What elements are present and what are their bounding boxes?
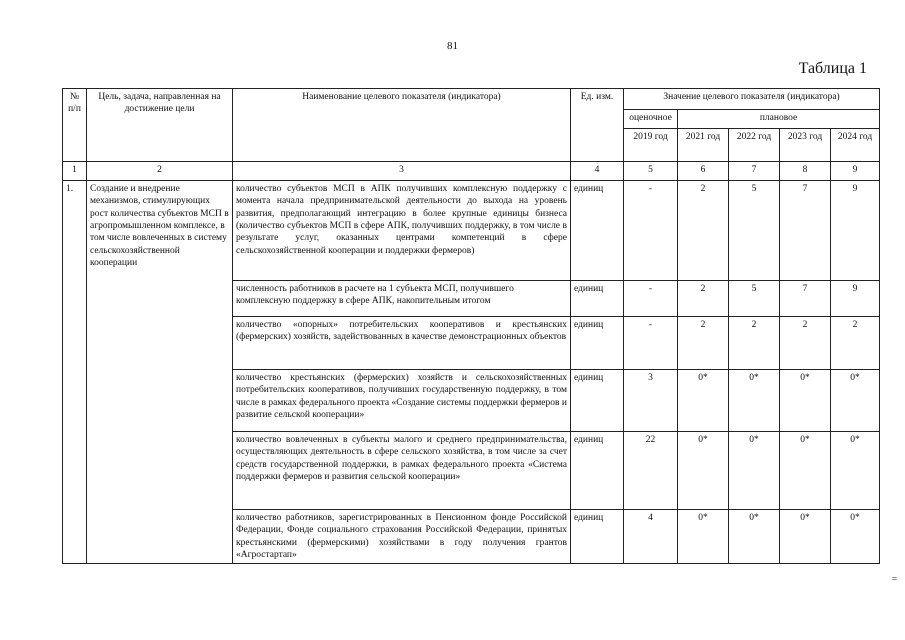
value-cell: 0* xyxy=(729,370,780,432)
column-number: 1 xyxy=(63,162,87,181)
value-cell: 7 xyxy=(780,281,831,317)
indicator-name: количество субъектов МСП в АПК получивших комплексную поддержку с момента начала предпринимательской деятельности до выхода на уровень развития, предполагающий интеграцию в более крупные единицы бизнеса (количество субъектов МСП в сфере АПК, получивших поддержку, в том числе в результате услуг, оказанных центрами компетенций в сфере сельскохозяйственной кооперации и поддержки фермеров) xyxy=(233,181,571,281)
unit-cell: единиц xyxy=(571,281,624,317)
header-planned: плановое xyxy=(678,110,880,129)
header-value: Значение целевого показателя (индикатора) xyxy=(624,89,880,110)
unit-cell: единиц xyxy=(571,432,624,510)
value-cell: 9 xyxy=(831,181,880,281)
column-number: 4 xyxy=(571,162,624,181)
value-cell: 5 xyxy=(729,181,780,281)
value-cell: 0* xyxy=(729,510,780,564)
value-cell: 2 xyxy=(780,317,831,370)
value-cell: 0* xyxy=(831,510,880,564)
value-cell: 9 xyxy=(831,281,880,317)
value-cell: 0* xyxy=(678,510,729,564)
header-year: 2023 год xyxy=(780,129,831,162)
header-num: № п/п xyxy=(63,89,87,162)
unit-cell: единиц xyxy=(571,510,624,564)
value-cell: 0* xyxy=(729,432,780,510)
header-indicator: Наименование целевого показателя (индикатора) xyxy=(233,89,571,162)
value-cell: 2 xyxy=(678,317,729,370)
value-cell: 2 xyxy=(678,181,729,281)
value-cell: 0* xyxy=(780,510,831,564)
indicator-name: количество «опорных» потребительских кооперативов и крестьянских (фермерских) хозяйств, задействованных в качестве демонстрационных объектов xyxy=(233,317,571,370)
header-year: 2022 год xyxy=(729,129,780,162)
page-number: 81 xyxy=(447,40,458,52)
unit-cell: единиц xyxy=(571,317,624,370)
column-number: 6 xyxy=(678,162,729,181)
value-cell: - xyxy=(624,281,678,317)
value-cell: 2 xyxy=(678,281,729,317)
value-cell: 2 xyxy=(831,317,880,370)
value-cell: - xyxy=(624,181,678,281)
value-cell: 0* xyxy=(831,370,880,432)
value-cell: - xyxy=(624,317,678,370)
column-number: 8 xyxy=(780,162,831,181)
header-goal: Цель, задача, направленная на достижение цели xyxy=(87,89,233,162)
value-cell: 3 xyxy=(624,370,678,432)
unit-cell: единиц xyxy=(571,370,624,432)
value-cell: 5 xyxy=(729,281,780,317)
table-row xyxy=(63,181,880,281)
indicator-name: численность работников в расчете на 1 субъекта МСП, получившего комплексную поддержку в сфере АПК, накопительным итогом xyxy=(233,281,571,317)
unit-cell: единиц xyxy=(571,181,624,281)
value-cell: 0* xyxy=(678,370,729,432)
column-number: 2 xyxy=(87,162,233,181)
column-number: 5 xyxy=(624,162,678,181)
value-cell: 0* xyxy=(780,370,831,432)
column-number: 9 xyxy=(831,162,880,181)
value-cell: 0* xyxy=(831,432,880,510)
table-caption: Таблица 1 xyxy=(798,60,867,77)
header-estimated: оценочное xyxy=(624,110,678,129)
indicator-name: количество крестьянских (фермерских) хозяйств и сельскохозяйственных потребительских кооперативов, получивших государственную поддержку, в том числе в рамках федерального проекта «Создание системы поддержки фермеров и развитие сельской кооперации» xyxy=(233,370,571,432)
header-unit: Ед. изм. xyxy=(571,89,624,162)
value-cell: 2 xyxy=(729,317,780,370)
value-cell: 4 xyxy=(624,510,678,564)
header-year: 2024 год xyxy=(831,129,880,162)
indicator-name: количество вовлеченных в субъекты малого и среднего предпринимательства, осуществляющих деятельность в сфере сельского хозяйства, в том числе за счет средств государственной поддержки, в рамках федерального проекта «Система поддержки фермеров и развития сельской кооперации» xyxy=(233,432,571,510)
goal-cell: Создание и внедрение механизмов, стимулирующих рост количества субъектов МСП в агропромышленном комплексе, в том числе вовлеченных в систему сельскохозяйственной кооперации xyxy=(87,181,233,564)
value-cell: 22 xyxy=(624,432,678,510)
margin-mark: = xyxy=(891,574,897,584)
indicator-table xyxy=(62,88,880,564)
column-number: 7 xyxy=(729,162,780,181)
header-year: 2021 год xyxy=(678,129,729,162)
column-number: 3 xyxy=(233,162,571,181)
value-cell: 7 xyxy=(780,181,831,281)
value-cell: 0* xyxy=(780,432,831,510)
indicator-name: количество работников, зарегистрированных в Пенсионном фонде Российской Федерации, Фонде социального страхования Российской Федерации, принятых крестьянскими (фермерскими) хозяйствами в году получения грантов «Агростартап» xyxy=(233,510,571,564)
header-year: 2019 год xyxy=(624,129,678,162)
row-number: 1. xyxy=(63,181,87,564)
value-cell: 0* xyxy=(678,432,729,510)
